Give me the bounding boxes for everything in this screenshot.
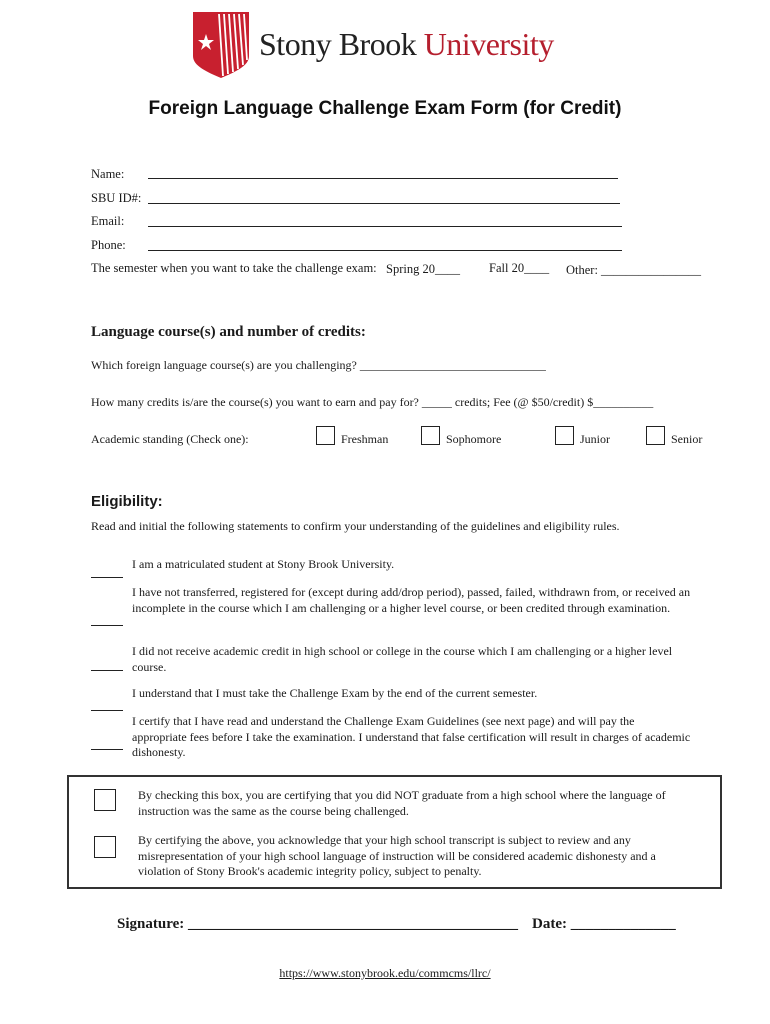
- certify-checkbox[interactable]: [94, 789, 116, 811]
- university-shield-logo: [193, 12, 249, 78]
- sophomore-checkbox[interactable]: [421, 426, 440, 445]
- eligibility-heading: Eligibility:: [91, 493, 163, 510]
- phone-field[interactable]: [148, 250, 622, 251]
- university-wordmark: Stony Brook University: [259, 26, 554, 62]
- freshman-label: Freshman: [341, 432, 389, 446]
- credits-fee-field[interactable]: How many credits is/are the course(s) you want to earn and pay for? _____ credits; Fee (@ $50/credit) $__________: [91, 395, 654, 409]
- junior-checkbox[interactable]: [555, 426, 574, 445]
- semester-other-field[interactable]: Other: ________________: [566, 263, 702, 277]
- standing-label: Academic standing (Check one):: [91, 432, 249, 446]
- courses-heading: Language course(s) and number of credits:: [91, 324, 366, 340]
- semester-prompt: The semester when you want to take the challenge exam:: [91, 261, 377, 275]
- email-field[interactable]: [148, 226, 622, 227]
- initial-line[interactable]: [91, 577, 123, 578]
- name-label: Name:: [91, 167, 125, 181]
- signature-field[interactable]: Signature: ____________________________________________: [117, 916, 518, 932]
- eligibility-statement: I have not transferred, registered for (except during add/drop period), passed, failed, withdrawn from, or received an incomplete in the course which I am challenging or a higher level course, or been credited through examination.: [132, 585, 691, 615]
- freshman-checkbox[interactable]: [316, 426, 335, 445]
- eligibility-statement: I understand that I must take the Challenge Exam by the end of the current semester.: [132, 686, 538, 700]
- initial-line[interactable]: [91, 749, 123, 750]
- name-field[interactable]: [148, 178, 618, 179]
- initial-line[interactable]: [91, 710, 123, 711]
- phone-label: Phone:: [91, 238, 126, 252]
- sbu-id-label: SBU ID#:: [91, 191, 142, 205]
- courses-challenging-field[interactable]: Which foreign language course(s) are you challenging? _______________________________: [91, 358, 546, 372]
- acknowledge-text: By certifying the above, you acknowledge that your high school transcript is subject to review and any misrepresentation of your high school language of instruction will be considered academic dishonesty and a violation of Stony Brook's academic integrity policy, subject to penalty.: [138, 833, 656, 878]
- junior-label: Junior: [580, 432, 610, 446]
- initial-line[interactable]: [91, 670, 123, 671]
- page-title: Foreign Language Challenge Exam Form (for Credit): [148, 98, 622, 119]
- llrc-link[interactable]: https://www.stonybrook.edu/commcms/llrc/: [279, 966, 491, 980]
- initial-line[interactable]: [91, 625, 123, 626]
- acknowledge-checkbox[interactable]: [94, 836, 116, 858]
- senior-label: Senior: [671, 432, 703, 446]
- senior-checkbox[interactable]: [646, 426, 665, 445]
- email-label: Email:: [91, 214, 125, 228]
- semester-spring-field[interactable]: Spring 20____: [386, 262, 460, 276]
- eligibility-statement: I am a matriculated student at Stony Brook University.: [132, 557, 395, 571]
- eligibility-statement: I certify that I have read and understand the Challenge Exam Guidelines (see next page) and will pay the appropriate fees before I take the examination. I understand that false certification will result in charges of academic dishonesty.: [132, 714, 691, 759]
- sbu-id-field[interactable]: [148, 203, 620, 204]
- semester-fall-field[interactable]: Fall 20____: [489, 261, 550, 275]
- certify-text: By checking this box, you are certifying that you did NOT graduate from a high school where the language of instruction was the same as the course being challenged.: [138, 788, 666, 818]
- eligibility-intro: Read and initial the following statements to confirm your understanding of the guidelines and eligibility rules.: [91, 519, 620, 533]
- sophomore-label: Sophomore: [446, 432, 502, 446]
- eligibility-statement: I did not receive academic credit in high school or college in the course which I am challenging or a higher level course.: [132, 644, 673, 674]
- date-field[interactable]: Date: ______________: [532, 916, 676, 932]
- footer: [0, 966, 770, 981]
